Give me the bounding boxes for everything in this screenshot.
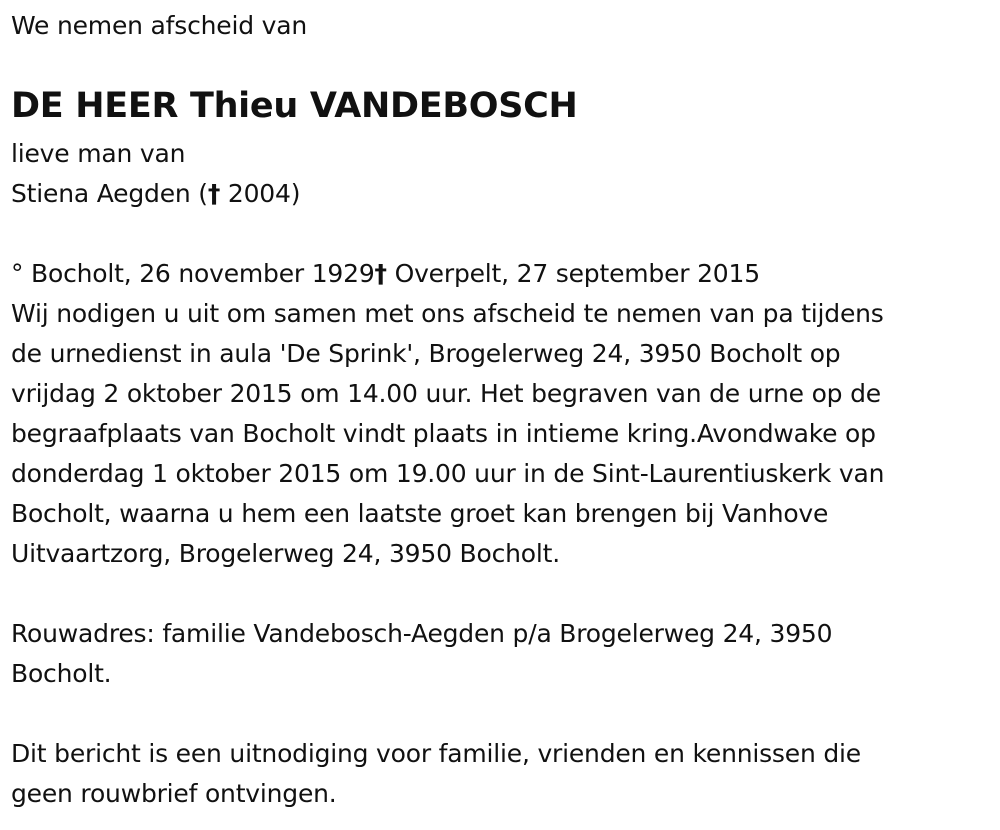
body-line: vrijdag 2 oktober 2015 om 14.00 uur. Het begraven van de urne op de [11,379,881,408]
death-date: Overpelt, 27 september 2015 [386,259,760,288]
spouse-name-line [11,174,300,214]
spouse-name: Stiena Aegden ( [11,179,208,208]
dates-and-service-block [11,254,884,574]
contact-line: Rouwadres: familie Vandebosch-Aegden p/a Brogelerweg 24, 3950 [11,619,833,648]
body-line: Wij nodigen u uit om samen met ons afscheid te nemen van pa tijdens [11,299,884,328]
body-line: begraafplaats van Bocholt vindt plaats in intieme kring.Avondwake op [11,419,876,448]
body-line: Uitvaartzorg, Brogelerweg 24, 3950 Bocholt. [11,539,560,568]
cross-icon: † [207,179,221,208]
birth-date: ° Bocholt, 26 november 1929 [11,259,375,288]
contact-address-block [11,614,832,694]
spouse-death-year: 2004) [220,179,301,208]
intro-text: We nemen afscheid van [11,11,307,40]
life-dates [11,254,884,294]
body-line: donderdag 1 oktober 2015 om 19.00 uur in de Sint-Laurentiuskerk van [11,459,885,488]
body-line: Bocholt, waarna u hem een laatste groet kan brengen bij Vanhove [11,499,829,528]
contact-line: Bocholt. [11,659,112,688]
notice-line: Dit bericht is een uitnodiging voor familie, vrienden en kennissen die [11,739,861,768]
spouse-relation: lieve man van [11,139,186,168]
deceased-name: DE HEER Thieu VANDEBOSCH [11,86,578,126]
notice-block [11,734,861,814]
spouse-block [11,134,300,214]
notice-line: geen rouwbrief ontvingen. [11,779,337,808]
cross-icon: † [374,259,387,288]
body-line: de urnedienst in aula 'De Sprink', Brogelerweg 24, 3950 Bocholt op [11,339,841,368]
